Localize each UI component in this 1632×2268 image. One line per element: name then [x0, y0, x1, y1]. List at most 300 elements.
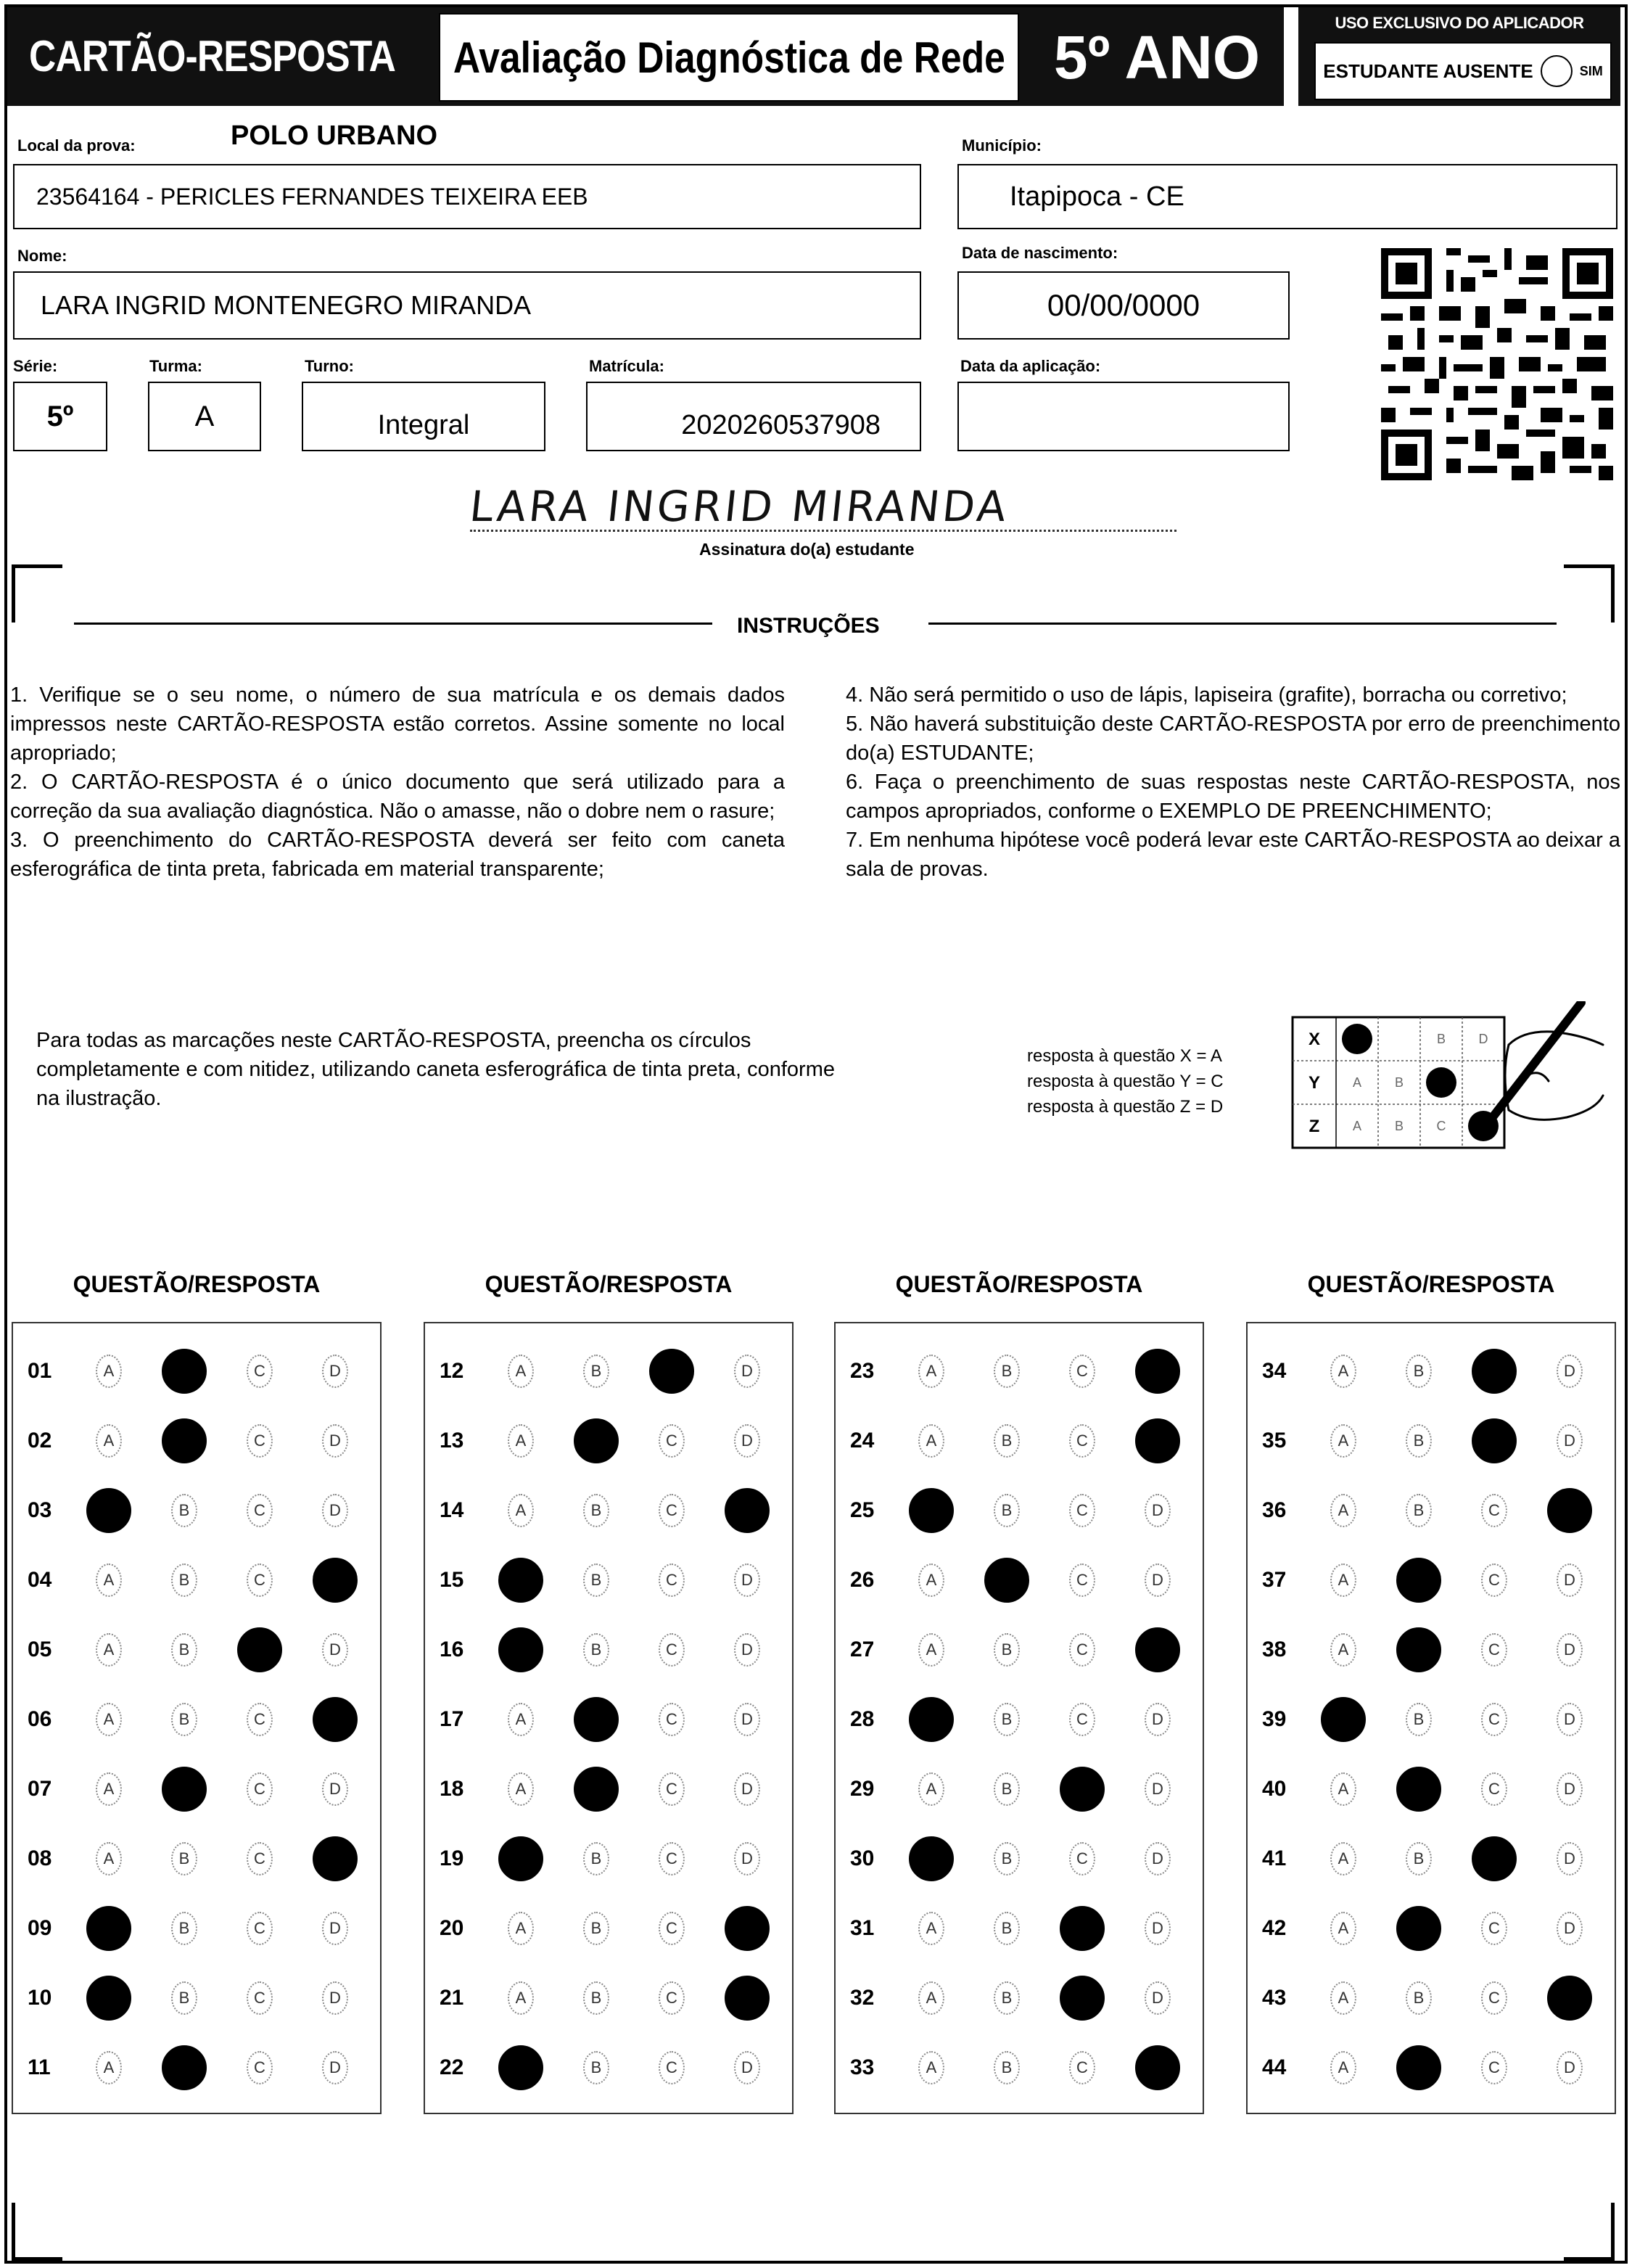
- question-number: 10: [28, 1986, 52, 2010]
- answer-bubble-20-b[interactable]: B: [583, 1912, 609, 1945]
- svg-text:A: A: [1352, 1075, 1362, 1090]
- matricula-field: [586, 382, 921, 451]
- answer-bubble-04-d[interactable]: D: [313, 1558, 358, 1603]
- local-label: Local da prova:: [17, 136, 136, 155]
- answer-bubble-28-a[interactable]: A: [909, 1697, 954, 1742]
- instructions-title: INSTRUÇÕES: [737, 614, 880, 638]
- answer-bubble-35-c[interactable]: C: [1472, 1418, 1517, 1463]
- answer-bubble-35-b[interactable]: B: [1406, 1424, 1432, 1458]
- question-row-02: [28, 1406, 380, 1476]
- example-q-x: X: [1308, 1030, 1321, 1049]
- answer-bubble-42-a[interactable]: A: [1330, 1912, 1356, 1945]
- answer-bubble-22-b[interactable]: B: [583, 2051, 609, 2084]
- question-number: 08: [28, 1846, 52, 1870]
- answer-bubble-09-c[interactable]: C: [247, 1912, 273, 1945]
- answer-bubble-43-c[interactable]: C: [1481, 1981, 1507, 2015]
- question-row-01: [28, 1336, 380, 1406]
- answer-bubble-19-c[interactable]: C: [659, 1842, 685, 1875]
- answer-bubble-16-c[interactable]: C: [659, 1633, 685, 1667]
- answer-bubble-11-d[interactable]: D: [322, 2051, 348, 2084]
- question-row-24: [850, 1406, 1203, 1476]
- question-number: 35: [1262, 1429, 1287, 1453]
- answer-bubble-12-b[interactable]: B: [583, 1355, 609, 1388]
- answer-bubble-15-b[interactable]: B: [583, 1564, 609, 1597]
- answer-bubble-28-b[interactable]: B: [994, 1703, 1020, 1736]
- answer-bubble-26-c[interactable]: C: [1069, 1564, 1095, 1597]
- answer-bubble-12-a[interactable]: A: [508, 1355, 534, 1388]
- question-number: 40: [1262, 1777, 1287, 1801]
- nome-value: LARA INGRID MONTENEGRO MIRANDA: [41, 290, 532, 320]
- answer-bubble-16-d[interactable]: D: [734, 1633, 760, 1667]
- question-number: 22: [440, 2055, 464, 2079]
- question-row-26: [850, 1545, 1203, 1615]
- answer-column: [834, 1322, 1204, 2114]
- answer-bubble-19-d[interactable]: D: [734, 1842, 760, 1875]
- answer-bubble-15-d[interactable]: D: [734, 1564, 760, 1597]
- answer-bubble-25-a[interactable]: A: [909, 1488, 954, 1533]
- answer-bubble-27-d[interactable]: D: [1135, 1627, 1180, 1672]
- answer-bubble-05-c[interactable]: C: [237, 1627, 282, 1672]
- grade-year: 5º ANO: [1053, 23, 1261, 91]
- answer-bubble-28-d[interactable]: D: [1145, 1703, 1171, 1736]
- matricula-value: 2020260537908: [681, 409, 881, 440]
- question-number: 09: [28, 1916, 52, 1940]
- answer-bubble-41-a[interactable]: A: [1330, 1842, 1356, 1875]
- answer-bubble-34-a[interactable]: A: [1330, 1355, 1356, 1388]
- answer-bubble-15-a[interactable]: A: [498, 1558, 543, 1603]
- answer-bubble-02-a[interactable]: A: [96, 1424, 122, 1458]
- answer-bubble-03-d[interactable]: D: [322, 1494, 348, 1527]
- answer-bubble-22-d[interactable]: D: [734, 2051, 760, 2084]
- answer-bubble-07-a[interactable]: A: [96, 1772, 122, 1806]
- answer-bubble-31-b[interactable]: B: [994, 1912, 1020, 1945]
- question-row-17: [440, 1685, 792, 1754]
- answer-bubble-30-a[interactable]: A: [909, 1836, 954, 1881]
- answer-bubble-33-b[interactable]: B: [994, 2051, 1020, 2084]
- answer-bubble-20-c[interactable]: C: [659, 1912, 685, 1945]
- answer-bubble-29-b[interactable]: B: [994, 1772, 1020, 1806]
- answer-bubble-18-a[interactable]: A: [508, 1772, 534, 1806]
- answer-bubble-44-b[interactable]: B: [1396, 2045, 1441, 2090]
- answer-bubble-11-c[interactable]: C: [247, 2051, 273, 2084]
- question-row-27: [850, 1615, 1203, 1685]
- signature-handwriting: LARA INGRID MIRANDA: [467, 482, 1012, 531]
- answer-bubble-30-b[interactable]: B: [994, 1842, 1020, 1875]
- answer-bubble-15-c[interactable]: C: [659, 1564, 685, 1597]
- question-number: 02: [28, 1429, 52, 1453]
- answer-bubble-21-a[interactable]: A: [508, 1981, 534, 2015]
- answer-bubble-24-b[interactable]: B: [994, 1424, 1020, 1458]
- question-number: 33: [850, 2055, 875, 2079]
- svg-text:B: B: [1394, 1075, 1404, 1090]
- question-number: 19: [440, 1846, 464, 1870]
- answer-bubble-26-b[interactable]: B: [984, 1558, 1029, 1603]
- corner-mark-tl: [12, 564, 62, 623]
- question-number: 21: [440, 1986, 464, 2010]
- answer-bubble-23-b[interactable]: B: [994, 1355, 1020, 1388]
- instruction-5: 5. Não haverá substituição deste CARTÃO-RESPOSTA por erro de preenchimento do(a) ESTUDANTE;: [846, 712, 1620, 765]
- question-number: 17: [440, 1707, 464, 1731]
- instruction-2: 2. O CARTÃO-RESPOSTA é o único documento que será utilizado para a correção da sua avaliação diagnóstica. Não o amasse, não o dobre nem o rasure;: [10, 771, 785, 823]
- answer-bubble-06-c[interactable]: C: [247, 1703, 273, 1736]
- answer-bubble-03-b[interactable]: B: [171, 1494, 197, 1527]
- svg-text:B: B: [1394, 1119, 1404, 1133]
- question-number: 13: [440, 1429, 464, 1453]
- answer-column-header: QUESTÃO/RESPOSTA: [73, 1271, 321, 1297]
- instruction-6: 6. Faça o preenchimento de suas respostas neste CARTÃO-RESPOSTA, nos campos apropriados, conforme o EXEMPLO DE PREENCHIMENTO;: [846, 771, 1620, 823]
- answer-bubble-38-a[interactable]: A: [1330, 1633, 1356, 1667]
- answer-bubble-02-c[interactable]: C: [247, 1424, 273, 1458]
- answer-column-header: QUESTÃO/RESPOSTA: [895, 1271, 1143, 1297]
- answer-bubble-31-a[interactable]: A: [918, 1912, 944, 1945]
- answer-bubble-13-d[interactable]: D: [734, 1424, 760, 1458]
- answer-bubble-40-a[interactable]: A: [1330, 1772, 1356, 1806]
- question-row-31: [850, 1894, 1203, 1963]
- answer-bubble-09-b[interactable]: B: [171, 1912, 197, 1945]
- school-value: 23564164 - PERICLES FERNANDES TEIXEIRA EEB: [36, 183, 588, 210]
- answer-bubble-06-b[interactable]: B: [171, 1703, 197, 1736]
- turma-label: Turma:: [149, 357, 202, 375]
- answer-bubble-24-d[interactable]: D: [1135, 1418, 1180, 1463]
- answer-bubble-32-d[interactable]: D: [1145, 1981, 1171, 2015]
- instructions-rule-right: [928, 623, 1557, 625]
- answer-bubble-40-b[interactable]: B: [1396, 1767, 1441, 1812]
- question-row-10: [28, 1963, 380, 2033]
- question-number: 23: [850, 1359, 875, 1383]
- answer-bubble-29-c[interactable]: C: [1060, 1767, 1105, 1812]
- answer-bubble-21-d[interactable]: D: [725, 1976, 770, 2021]
- answer-bubble-10-b[interactable]: B: [171, 1981, 197, 2015]
- answer-bubble-09-a[interactable]: A: [86, 1906, 131, 1951]
- answer-bubble-30-d[interactable]: D: [1145, 1842, 1171, 1875]
- answer-bubble-03-c[interactable]: C: [247, 1494, 273, 1527]
- answer-bubble-13-c[interactable]: C: [659, 1424, 685, 1458]
- answer-bubble-27-a[interactable]: A: [918, 1633, 944, 1667]
- question-number: 18: [440, 1777, 464, 1801]
- answer-bubble-36-d[interactable]: D: [1547, 1488, 1592, 1533]
- answer-bubble-06-d[interactable]: D: [313, 1697, 358, 1742]
- example-mark-y: [1426, 1067, 1456, 1098]
- aplicacao-field[interactable]: [957, 382, 1290, 451]
- answer-bubble-27-b[interactable]: B: [994, 1633, 1020, 1667]
- instruction-3: 3. O preenchimento do CARTÃO-RESPOSTA deverá ser feito com caneta esferográfica de tinta preta, fabricada em material transparente;: [10, 829, 785, 881]
- question-number: 29: [850, 1777, 875, 1801]
- answer-bubble-21-b[interactable]: B: [583, 1981, 609, 2015]
- answer-bubble-13-a[interactable]: A: [508, 1424, 534, 1458]
- answer-bubble-43-d[interactable]: D: [1547, 1976, 1592, 2021]
- question-number: 26: [850, 1568, 875, 1592]
- question-number: 34: [1262, 1359, 1287, 1383]
- answer-bubble-38-d[interactable]: D: [1557, 1633, 1583, 1667]
- answer-bubble-44-d[interactable]: D: [1557, 2051, 1583, 2084]
- answer-bubble-16-b[interactable]: B: [583, 1633, 609, 1667]
- answer-bubble-01-c[interactable]: C: [247, 1355, 273, 1388]
- answer-bubble-01-b[interactable]: B: [162, 1349, 207, 1394]
- answer-bubble-18-c[interactable]: C: [659, 1772, 685, 1806]
- question-row-29: [850, 1754, 1203, 1824]
- example-mark-x: [1342, 1024, 1372, 1054]
- question-row-05: [28, 1615, 380, 1685]
- example-caption-z: resposta à questão Z = D: [1027, 1097, 1224, 1117]
- answer-bubble-37-d[interactable]: D: [1557, 1564, 1583, 1597]
- question-row-06: [28, 1685, 380, 1754]
- answer-bubble-36-a[interactable]: A: [1330, 1494, 1356, 1527]
- answer-column: [424, 1322, 794, 2114]
- question-number: 43: [1262, 1986, 1287, 2010]
- answer-bubble-04-c[interactable]: C: [247, 1564, 273, 1597]
- answer-bubble-14-b[interactable]: B: [583, 1494, 609, 1527]
- question-number: 39: [1262, 1707, 1287, 1731]
- answer-bubble-42-b[interactable]: B: [1396, 1906, 1441, 1951]
- question-number: 31: [850, 1916, 875, 1940]
- question-row-43: [1262, 1963, 1615, 2033]
- fill-instruction: Para todas as marcações neste CARTÃO-RESPOSTA, preencha os círculos completamente e com nitidez, utilizando caneta esferográfica de tinta preta, conforme na ilustração.: [36, 1029, 835, 1110]
- question-number: 25: [850, 1498, 875, 1522]
- answer-bubble-40-c[interactable]: C: [1481, 1772, 1507, 1806]
- answer-bubble-22-a[interactable]: A: [498, 2045, 543, 2090]
- municipio-field: [957, 164, 1617, 229]
- turno-value: Integral: [377, 409, 470, 440]
- answer-bubble-10-a[interactable]: A: [86, 1976, 131, 2021]
- question-row-20: [440, 1894, 792, 1963]
- answer-bubble-35-a[interactable]: A: [1330, 1424, 1356, 1458]
- question-number: 37: [1262, 1568, 1287, 1592]
- nasc-field: [957, 271, 1290, 340]
- answer-bubble-12-d[interactable]: D: [734, 1355, 760, 1388]
- answer-bubble-32-c[interactable]: C: [1060, 1976, 1105, 2021]
- answer-bubble-31-c[interactable]: C: [1060, 1906, 1105, 1951]
- answer-bubble-25-c[interactable]: C: [1069, 1494, 1095, 1527]
- answer-bubble-38-c[interactable]: C: [1481, 1633, 1507, 1667]
- answer-bubble-21-c[interactable]: C: [659, 1981, 685, 2015]
- question-row-33: [850, 2033, 1203, 2103]
- answer-bubble-24-a[interactable]: A: [918, 1424, 944, 1458]
- question-number: 07: [28, 1777, 52, 1801]
- answer-bubble-01-a[interactable]: A: [96, 1355, 122, 1388]
- turma-field: [148, 382, 261, 451]
- question-row-23: [850, 1336, 1203, 1406]
- answer-bubble-41-b[interactable]: B: [1406, 1842, 1432, 1875]
- question-row-11: [28, 2033, 380, 2103]
- answer-bubble-09-d[interactable]: D: [322, 1912, 348, 1945]
- answer-bubble-37-c[interactable]: C: [1481, 1564, 1507, 1597]
- title-box: [439, 13, 1019, 102]
- answer-column-header: QUESTÃO/RESPOSTA: [1307, 1271, 1555, 1297]
- answer-bubble-40-d[interactable]: D: [1557, 1772, 1583, 1806]
- turma-value: A: [194, 400, 215, 432]
- question-row-40: [1262, 1754, 1615, 1824]
- question-number: 36: [1262, 1498, 1287, 1522]
- answer-bubble-41-d[interactable]: D: [1557, 1842, 1583, 1875]
- answer-bubble-29-d[interactable]: D: [1145, 1772, 1171, 1806]
- answer-bubble-37-a[interactable]: A: [1330, 1564, 1356, 1597]
- turno-field: [302, 382, 545, 451]
- answer-bubble-32-a[interactable]: A: [918, 1981, 944, 2015]
- question-number: 28: [850, 1707, 875, 1731]
- answer-bubble-08-d[interactable]: D: [313, 1836, 358, 1881]
- answer-bubble-05-b[interactable]: B: [171, 1633, 197, 1667]
- question-row-12: [440, 1336, 792, 1406]
- answer-bubble-08-b[interactable]: B: [171, 1842, 197, 1875]
- municipio-value: Itapipoca - CE: [1010, 181, 1184, 212]
- answer-bubble-08-a[interactable]: A: [96, 1842, 122, 1875]
- answer-bubble-24-c[interactable]: C: [1069, 1424, 1095, 1458]
- qr-code-icon: [1381, 247, 1613, 482]
- question-number: 11: [28, 2055, 51, 2079]
- question-row-44: [1262, 2033, 1615, 2103]
- answer-bubble-43-b[interactable]: B: [1406, 1981, 1432, 2015]
- answer-bubble-39-a[interactable]: A: [1321, 1697, 1366, 1742]
- answer-bubble-25-d[interactable]: D: [1145, 1494, 1171, 1527]
- serie-label: Série:: [13, 357, 58, 375]
- nasc-value: 00/00/0000: [1047, 288, 1200, 322]
- signature-line[interactable]: [470, 530, 1176, 532]
- answer-bubble-34-c[interactable]: C: [1472, 1349, 1517, 1394]
- answer-bubble-07-c[interactable]: C: [247, 1772, 273, 1806]
- answer-bubble-10-c[interactable]: C: [247, 1981, 273, 2015]
- absent-label: ESTUDANTE AUSENTE: [1323, 59, 1533, 82]
- answer-bubble-23-c[interactable]: C: [1069, 1355, 1095, 1388]
- answer-bubble-18-b[interactable]: B: [574, 1767, 619, 1812]
- answer-bubble-29-a[interactable]: A: [918, 1772, 944, 1806]
- answer-bubble-30-c[interactable]: C: [1069, 1842, 1095, 1875]
- question-number: 05: [28, 1638, 52, 1661]
- answer-bubble-35-d[interactable]: D: [1557, 1424, 1583, 1458]
- answer-bubble-11-b[interactable]: B: [162, 2045, 207, 2090]
- answer-bubble-11-a[interactable]: A: [96, 2051, 122, 2084]
- answer-bubble-25-b[interactable]: B: [994, 1494, 1020, 1527]
- answer-bubble-14-c[interactable]: C: [659, 1494, 685, 1527]
- question-number: 15: [440, 1568, 464, 1592]
- answer-bubble-20-a[interactable]: A: [508, 1912, 534, 1945]
- question-number: 20: [440, 1916, 464, 1940]
- answer-bubble-06-a[interactable]: A: [96, 1703, 122, 1736]
- nasc-label: Data de nascimento:: [962, 244, 1118, 262]
- answer-bubble-26-d[interactable]: D: [1145, 1564, 1171, 1597]
- svg-text:C: C: [1436, 1119, 1446, 1133]
- example-caption-y: resposta à questão Y = C: [1027, 1072, 1224, 1091]
- answer-bubble-37-b[interactable]: B: [1396, 1558, 1441, 1603]
- answer-bubble-01-d[interactable]: D: [322, 1355, 348, 1388]
- school-field: [13, 164, 921, 229]
- corner-mark-br: [1564, 2203, 1615, 2261]
- answer-column-header: QUESTÃO/RESPOSTA: [485, 1271, 733, 1297]
- answer-bubble-17-c[interactable]: C: [659, 1703, 685, 1736]
- answer-bubble-05-a[interactable]: A: [96, 1633, 122, 1667]
- question-number: 12: [440, 1359, 464, 1383]
- answer-bubble-02-b[interactable]: B: [162, 1418, 207, 1463]
- answer-bubble-02-d[interactable]: D: [322, 1424, 348, 1458]
- answer-bubble-32-b[interactable]: B: [994, 1981, 1020, 2015]
- answer-bubble-39-d[interactable]: D: [1557, 1703, 1583, 1736]
- answer-bubble-33-c[interactable]: C: [1069, 2051, 1095, 2084]
- answer-bubble-13-b[interactable]: B: [574, 1418, 619, 1463]
- answer-bubble-12-c[interactable]: C: [649, 1349, 694, 1394]
- serie-field: [13, 382, 107, 451]
- answer-bubble-23-d[interactable]: D: [1135, 1349, 1180, 1394]
- question-row-18: [440, 1754, 792, 1824]
- aplicacao-label: Data da aplicação:: [960, 357, 1101, 375]
- instruction-7: 7. Em nenhuma hipótese você poderá levar este CARTÃO-RESPOSTA ao deixar a sala de provas.: [846, 829, 1620, 881]
- answer-bubble-08-c[interactable]: C: [247, 1842, 273, 1875]
- answer-bubble-26-a[interactable]: A: [918, 1564, 944, 1597]
- question-number: 32: [850, 1986, 875, 2010]
- answer-bubble-05-d[interactable]: D: [322, 1633, 348, 1667]
- answer-bubble-20-d[interactable]: D: [725, 1906, 770, 1951]
- exam-title: Avaliação Diagnóstica de Rede: [453, 33, 1005, 82]
- answer-bubble-17-d[interactable]: D: [734, 1703, 760, 1736]
- answer-bubble-36-c[interactable]: C: [1481, 1494, 1507, 1527]
- answer-bubble-07-b[interactable]: B: [162, 1767, 207, 1812]
- answer-bubble-44-a[interactable]: A: [1330, 2051, 1356, 2084]
- answer-bubble-04-a[interactable]: A: [96, 1564, 122, 1597]
- corner-mark-bl: [12, 2203, 62, 2261]
- question-row-22: [440, 2033, 792, 2103]
- instructions-right: [846, 681, 1620, 884]
- answer-bubble-43-a[interactable]: A: [1330, 1981, 1356, 2015]
- answer-bubble-16-a[interactable]: A: [498, 1627, 543, 1672]
- answer-bubble-04-b[interactable]: B: [171, 1564, 197, 1597]
- serie-value: 5º: [46, 400, 74, 432]
- answer-bubble-31-d[interactable]: D: [1145, 1912, 1171, 1945]
- answer-bubble-33-a[interactable]: A: [918, 2051, 944, 2084]
- example-caption-x: resposta à questão X = A: [1027, 1046, 1222, 1066]
- signature-label: Assinatura do(a) estudante: [699, 540, 915, 559]
- answer-bubble-42-c[interactable]: C: [1481, 1912, 1507, 1945]
- answer-bubble-38-b[interactable]: B: [1396, 1627, 1441, 1672]
- answer-bubble-42-d[interactable]: D: [1557, 1912, 1583, 1945]
- instruction-1: 1. Verifique se o seu nome, o número de sua matrícula e os demais dados impressos neste CARTÃO-RESPOSTA estão corretos. Assine somente no local apropriado;: [10, 683, 785, 765]
- question-row-09: [28, 1894, 380, 1963]
- question-number: 06: [28, 1707, 52, 1731]
- answer-bubble-28-c[interactable]: C: [1069, 1703, 1095, 1736]
- question-row-13: [440, 1406, 792, 1476]
- question-number: 03: [28, 1498, 52, 1522]
- answer-bubble-14-d[interactable]: D: [725, 1488, 770, 1533]
- answer-bubble-44-c[interactable]: C: [1481, 2051, 1507, 2084]
- absent-box: [1314, 42, 1612, 100]
- answer-bubble-17-b[interactable]: B: [574, 1697, 619, 1742]
- answer-bubble-03-a[interactable]: A: [86, 1488, 131, 1533]
- answer-bubble-10-d[interactable]: D: [322, 1981, 348, 2015]
- answer-bubble-07-d[interactable]: D: [322, 1772, 348, 1806]
- answer-bubble-22-c[interactable]: C: [659, 2051, 685, 2084]
- instruction-4: 4. Não será permitido o uso de lápis, lapiseira (grafite), borracha ou corretivo;: [846, 683, 1567, 707]
- answer-bubble-39-c[interactable]: C: [1481, 1703, 1507, 1736]
- answer-bubble-39-b[interactable]: B: [1406, 1703, 1432, 1736]
- question-number: 44: [1262, 2055, 1287, 2079]
- answer-bubble-18-d[interactable]: D: [734, 1772, 760, 1806]
- answer-bubble-36-b[interactable]: B: [1406, 1494, 1432, 1527]
- answer-bubble-27-c[interactable]: C: [1069, 1633, 1095, 1667]
- answer-bubble-34-b[interactable]: B: [1406, 1355, 1432, 1388]
- answer-bubble-17-a[interactable]: A: [508, 1703, 534, 1736]
- absent-bubble[interactable]: [1541, 55, 1573, 87]
- answer-bubble-34-d[interactable]: D: [1557, 1355, 1583, 1388]
- question-row-21: [440, 1963, 792, 2033]
- answer-bubble-19-a[interactable]: A: [498, 1836, 543, 1881]
- card-label: CARTÃO-RESPOSTA: [29, 32, 396, 81]
- answer-bubble-33-d[interactable]: D: [1135, 2045, 1180, 2090]
- answer-column: [1246, 1322, 1616, 2114]
- answer-bubble-41-c[interactable]: C: [1472, 1836, 1517, 1881]
- question-row-28: [850, 1685, 1203, 1754]
- answer-bubble-14-a[interactable]: A: [508, 1494, 534, 1527]
- answer-bubble-23-a[interactable]: A: [918, 1355, 944, 1388]
- answer-bubble-19-b[interactable]: B: [583, 1842, 609, 1875]
- nome-field: [13, 271, 921, 340]
- question-row-37: [1262, 1545, 1615, 1615]
